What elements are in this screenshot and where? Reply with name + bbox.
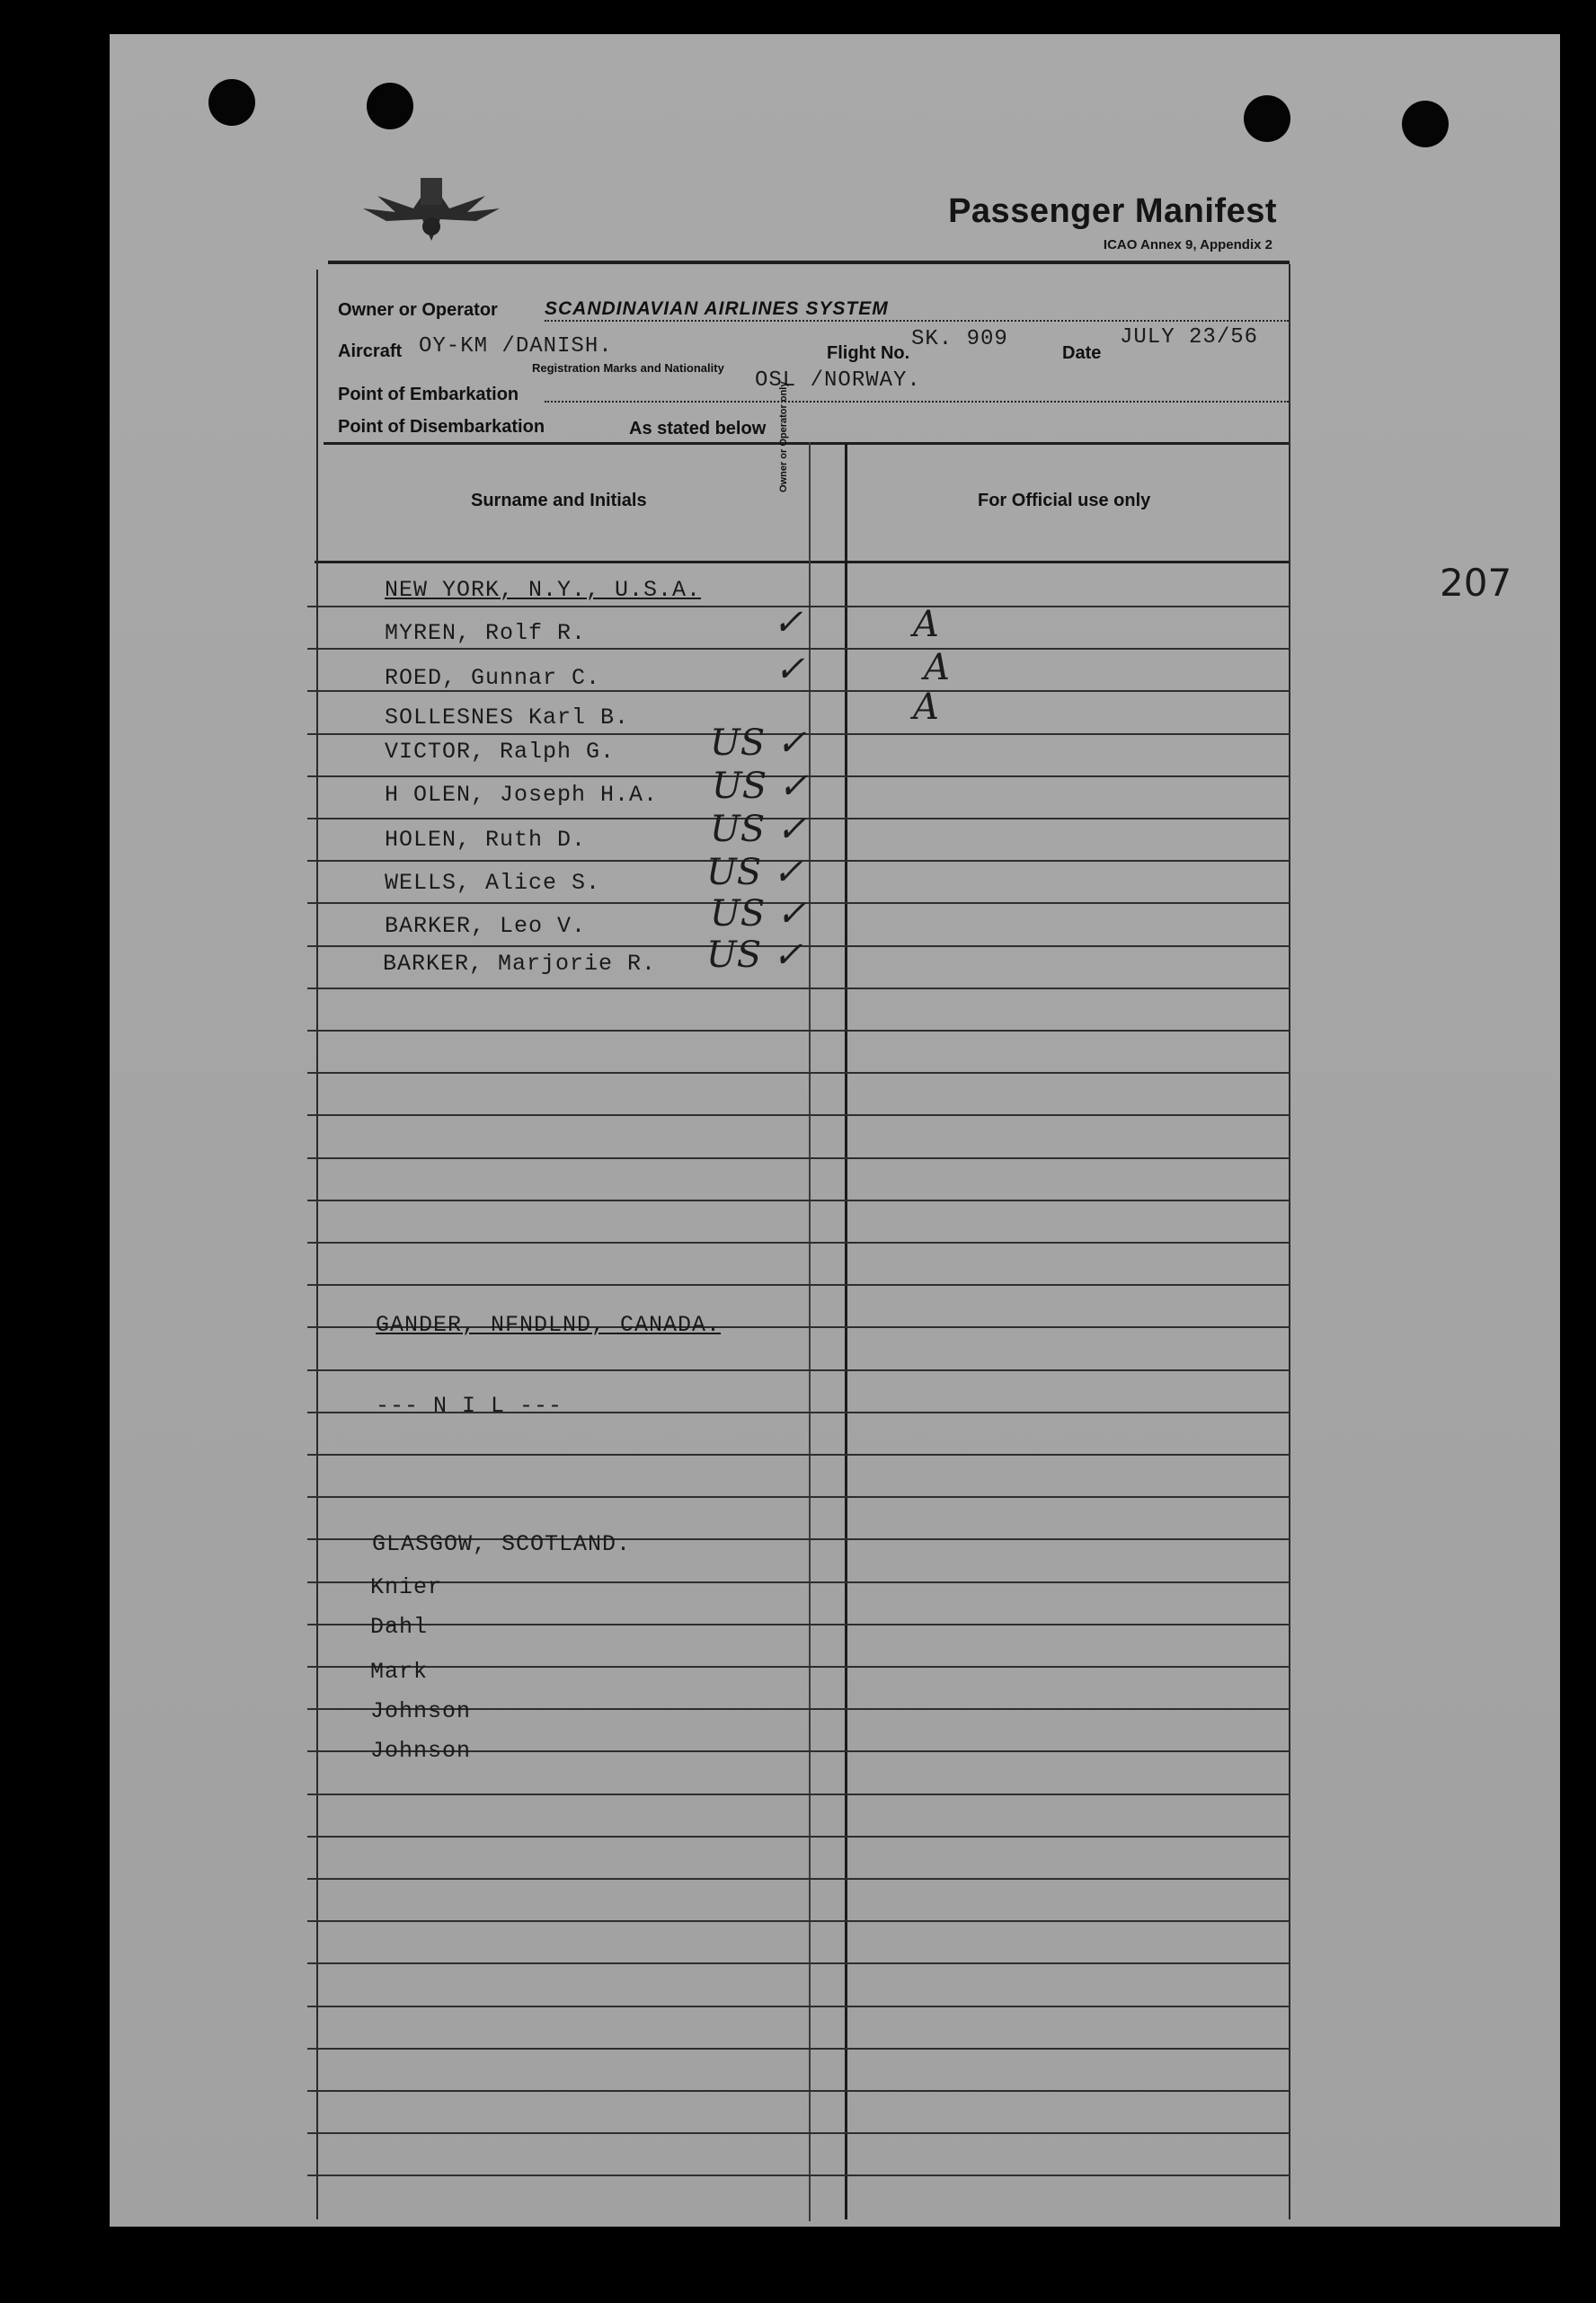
ruled-line (307, 1836, 1290, 1838)
ruled-line (307, 1242, 1290, 1244)
passenger-name: SOLLESNES Karl B. (385, 704, 630, 731)
form-title: Passenger Manifest (948, 192, 1277, 230)
surname-header: Surname and Initials (471, 491, 647, 510)
date-value: JULY 23/56 (1120, 325, 1259, 350)
passenger-name: ROED, Gunnar C. (385, 665, 601, 691)
airline-logo-icon (359, 173, 503, 248)
ruled-line (307, 1962, 1290, 1964)
nil-entry: --- N I L --- (376, 1393, 563, 1419)
passenger-name: VICTOR, Ralph G. (385, 739, 616, 765)
owner-mark: US ✓ (712, 766, 809, 807)
ruled-line (307, 1030, 1290, 1032)
punch-hole (1244, 95, 1290, 142)
flight-no-label: Flight No. (827, 343, 910, 363)
aircraft-label: Aircraft (338, 341, 403, 361)
ruled-line (307, 1496, 1290, 1498)
section-heading: GLASGOW, SCOTLAND. (372, 1531, 632, 1557)
owner-dotline (545, 320, 1289, 322)
punch-hole (1402, 101, 1449, 147)
column-divider (809, 442, 811, 2221)
passenger-name: Johnson (370, 1698, 472, 1724)
owner-mark: US ✓ (710, 722, 807, 764)
ruled-line (307, 1284, 1290, 1286)
ruled-line (307, 1157, 1290, 1159)
passenger-name: BARKER, Leo V. (385, 913, 587, 939)
ruled-line (307, 1072, 1290, 1074)
passenger-name: WELLS, Alice S. (385, 870, 601, 896)
column-divider (316, 270, 318, 2219)
passenger-name: Knier (370, 1574, 443, 1600)
official-mark: A (924, 647, 950, 688)
section-heading: NEW YORK, N.Y., U.S.A. (385, 577, 702, 603)
owner-mark: US ✓ (706, 934, 803, 976)
passenger-name: HOLEN, Ruth D. (385, 827, 587, 853)
as-stated-label: As stated below (629, 419, 767, 438)
ruled-line (307, 1794, 1290, 1795)
owner-mark: US ✓ (710, 893, 807, 934)
embarkation-value: OSL /NORWAY. (755, 368, 921, 393)
ruled-line (307, 1114, 1290, 1116)
owner-mark: ✓ (775, 649, 805, 690)
official-mark: A (913, 686, 939, 728)
owner-mark: US ✓ (706, 852, 803, 893)
page-number: 207 (1440, 561, 1512, 605)
ruled-line (307, 2132, 1290, 2134)
owner-use-header: Owner or Operator only (778, 381, 789, 492)
passenger-name: BARKER, Marjorie R. (383, 951, 657, 977)
official-mark: A (913, 604, 939, 645)
aircraft-value: OY-KM /DANISH. (419, 334, 613, 359)
form-subtitle: ICAO Annex 9, Appendix 2 (1103, 237, 1272, 252)
passenger-name: H OLEN, Joseph H.A. (385, 782, 659, 808)
ruled-line (307, 1581, 1290, 1583)
table-header-rule (315, 561, 1290, 563)
ruled-line (307, 2175, 1290, 2176)
owner-mark: ✓ (773, 602, 803, 643)
passenger-name: MYREN, Rolf R. (385, 620, 587, 646)
column-divider (845, 444, 847, 2219)
owner-mark: US ✓ (710, 809, 807, 850)
flight-no-value: SK. 909 (911, 327, 1008, 351)
reg-marks-label: Registration Marks and Nationality (532, 361, 724, 375)
official-use-header: For Official use only (978, 491, 1151, 510)
ruled-line (307, 1369, 1290, 1371)
passenger-name: Dahl (370, 1614, 429, 1640)
date-label: Date (1062, 343, 1102, 363)
table-top-rule (324, 442, 1290, 445)
ruled-line (307, 1878, 1290, 1880)
owner-label: Owner or Operator (338, 300, 498, 320)
ruled-line (307, 1200, 1290, 1201)
ruled-line (307, 2090, 1290, 2092)
owner-value: SCANDINAVIAN AIRLINES SYSTEM (545, 298, 889, 319)
embarkation-label: Point of Embarkation (338, 385, 519, 404)
ruled-line (307, 2048, 1290, 2050)
ruled-line (307, 1624, 1290, 1625)
ruled-line (307, 2006, 1290, 2007)
punch-hole (367, 83, 413, 129)
ruled-line (307, 1920, 1290, 1922)
ruled-line (307, 988, 1290, 989)
embarkation-dotline (545, 401, 1289, 403)
passenger-name: Mark (370, 1659, 429, 1685)
disembarkation-label: Point of Disembarkation (338, 417, 545, 437)
punch-hole (208, 79, 255, 126)
section-heading: GANDER, NFNDLND, CANADA. (376, 1312, 722, 1338)
header-rule (328, 261, 1290, 264)
passenger-name: Johnson (370, 1738, 472, 1764)
ruled-line (307, 1666, 1290, 1668)
ruled-line (307, 1454, 1290, 1456)
